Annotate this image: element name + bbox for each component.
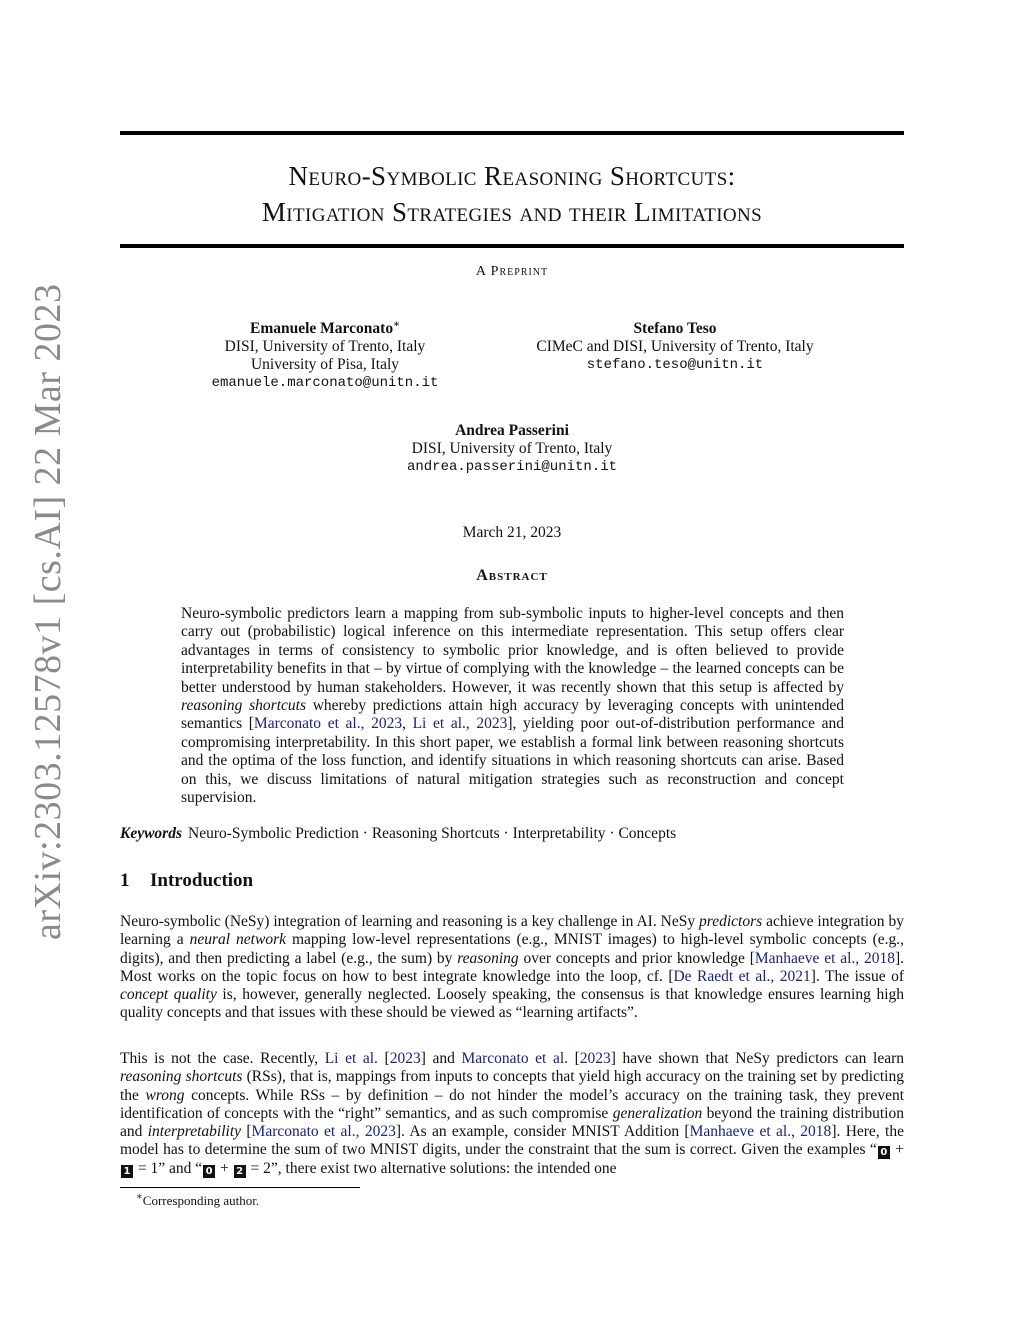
citation-link[interactable]: Marconato et al., 2023 bbox=[251, 1123, 396, 1141]
author-name: Stefano Teso bbox=[633, 320, 717, 337]
author-affiliation: DISI, University of Trento, Italy bbox=[411, 440, 613, 457]
title-rule-top bbox=[120, 131, 904, 135]
author-block bbox=[190, 320, 460, 392]
title-line-2: Mitigation Strategies and their Limitations bbox=[261, 197, 763, 227]
citation-link[interactable]: Marconato et al. bbox=[461, 1050, 569, 1067]
citation-link[interactable]: Manhaeve et al., 2018 bbox=[689, 1123, 832, 1141]
mnist-digit-image: 0 bbox=[878, 1146, 890, 1159]
paragraph: This is not the case. Recently, Li et al. [2023] and Marconato et al. [2023] have shown that NeSy predictors can learn reasoning shortcuts (RSs), that is, mappings from inputs to concepts that yield high accuracy on the training set by predicting the wrong concepts. While RSs – by definition – do not hinder the model’s accuracy on the training task, they prevent identification of concepts with the “right” semantics, and as such compromise generalization beyond the training distribution and interpretability [Marconato et al., 2023]. As an example, consider MNIST Addition [Manhaeve et al., 2018]. Here, the model has to determine the sum of two MNIST digits, under the constraint that the sum is correct. Given the examples “ 0 + 1 = 1” and “ 0 + 2 = 2”, there exist two alternative solutions: the intended one bbox=[120, 1050, 904, 1177]
keywords bbox=[120, 825, 904, 843]
paragraph: Neuro-symbolic (NeSy) integration of learning and reasoning is a key challenge in AI. NeSy predictors achieve integration by learning a neural network mapping low-level representations (e.g., MNIST images) to high-level symbolic concepts (e.g., digits), and then predicting a label (e.g., the sum) by reasoning over concepts and prior knowledge [Manhaeve et al., 2018]. Most works on the topic focus on how to best integrate knowledge into the loop, cf. [De Raedt et al., 2021]. The issue of concept quality is, however, generally neglected. Loosely speaking, the consensus is that knowledge ensures learning high quality concepts and that issues with these should be viewed as “learning artifacts”. bbox=[120, 913, 905, 1022]
author-email[interactable]: andrea.passerini@unitn.it bbox=[406, 459, 618, 475]
citation-link[interactable]: Marconato et al., 2023 bbox=[253, 715, 403, 733]
citation-link[interactable]: Li et al. bbox=[324, 1050, 378, 1067]
title-rule-bottom bbox=[120, 244, 904, 248]
author-affiliation: DISI, University of Trento, Italy bbox=[224, 338, 426, 355]
paper-date: March 21, 2023 bbox=[462, 524, 562, 541]
author-affiliation: CIMeC and DISI, University of Trento, Italy bbox=[536, 338, 814, 355]
title-line-1: Neuro-Symbolic Reasoning Shortcuts: bbox=[288, 161, 736, 191]
footnote-rule bbox=[120, 1187, 360, 1188]
mnist-digit-image: 1 bbox=[121, 1165, 133, 1178]
mnist-digit-image: 2 bbox=[234, 1165, 246, 1178]
keywords-label: Keywords bbox=[120, 825, 182, 842]
footnote-marker: ∗ bbox=[393, 318, 400, 330]
author-email[interactable]: emanuele.marconato@unitn.it bbox=[211, 375, 439, 391]
preprint-label: A Preprint bbox=[475, 264, 549, 279]
footnote bbox=[136, 1193, 259, 1209]
author-email[interactable]: stefano.teso@unitn.it bbox=[586, 357, 764, 373]
paper-title bbox=[120, 158, 904, 230]
mnist-digit-image: 0 bbox=[203, 1165, 215, 1178]
author-block bbox=[382, 422, 642, 476]
section-number: 1 bbox=[120, 870, 130, 891]
abstract-body: Neuro-symbolic predictors learn a mapping from sub-symbolic inputs to higher-level concepts and then carry out (probabilistic) logical inference on this intermediate representation. This setup offers clear advantages in terms of consistency to symbolic prior knowledge, and is often believed to provide interpretability benefits in that – by virtue of complying with the knowledge – the learned concepts can be better understood by human stakeholders. However, it was recently shown that this setup is affected by reasoning shortcuts whereby predictions attain high accuracy by leveraging concepts with unintended semantics [Marconato et al., 2023, Li et al., 2023], yielding poor out-of-distribution performance and compromising interpretability. In this short paper, we establish a formal link between reasoning shortcuts and the optima of the loss function, and identify situations in which reasoning shortcuts can arise. Based on this, we discuss limitations of natural mitigation strategies such as reconstruction and concept supervision. bbox=[181, 605, 844, 807]
section-title: Introduction bbox=[150, 870, 254, 891]
citation-link[interactable]: Manhaeve et al., 2018 bbox=[754, 949, 895, 967]
footnote-marker: ∗ bbox=[136, 1191, 143, 1203]
arxiv-stamp: arXiv:2303.12578v1 [cs.AI] 22 Mar 2023 bbox=[27, 283, 69, 940]
abstract-heading: Abstract bbox=[476, 567, 548, 584]
author-affiliation: University of Pisa, Italy bbox=[250, 356, 400, 373]
citation-link[interactable]: 2023 bbox=[389, 1050, 421, 1067]
citation-link[interactable]: Li et al., 2023 bbox=[412, 715, 508, 733]
keywords-list: Neuro-Symbolic Prediction · Reasoning Shortcuts · Interpretability · Concepts bbox=[188, 825, 677, 842]
footnote-text: Corresponding author. bbox=[142, 1193, 260, 1208]
author-name: Emanuele Marconato∗ bbox=[250, 318, 400, 337]
author-name: Andrea Passerini bbox=[455, 422, 569, 439]
section-heading bbox=[120, 870, 904, 892]
citation-link[interactable]: De Raedt et al., 2021 bbox=[673, 967, 811, 985]
author-block bbox=[510, 320, 840, 374]
citation-link[interactable]: 2023 bbox=[579, 1050, 611, 1067]
